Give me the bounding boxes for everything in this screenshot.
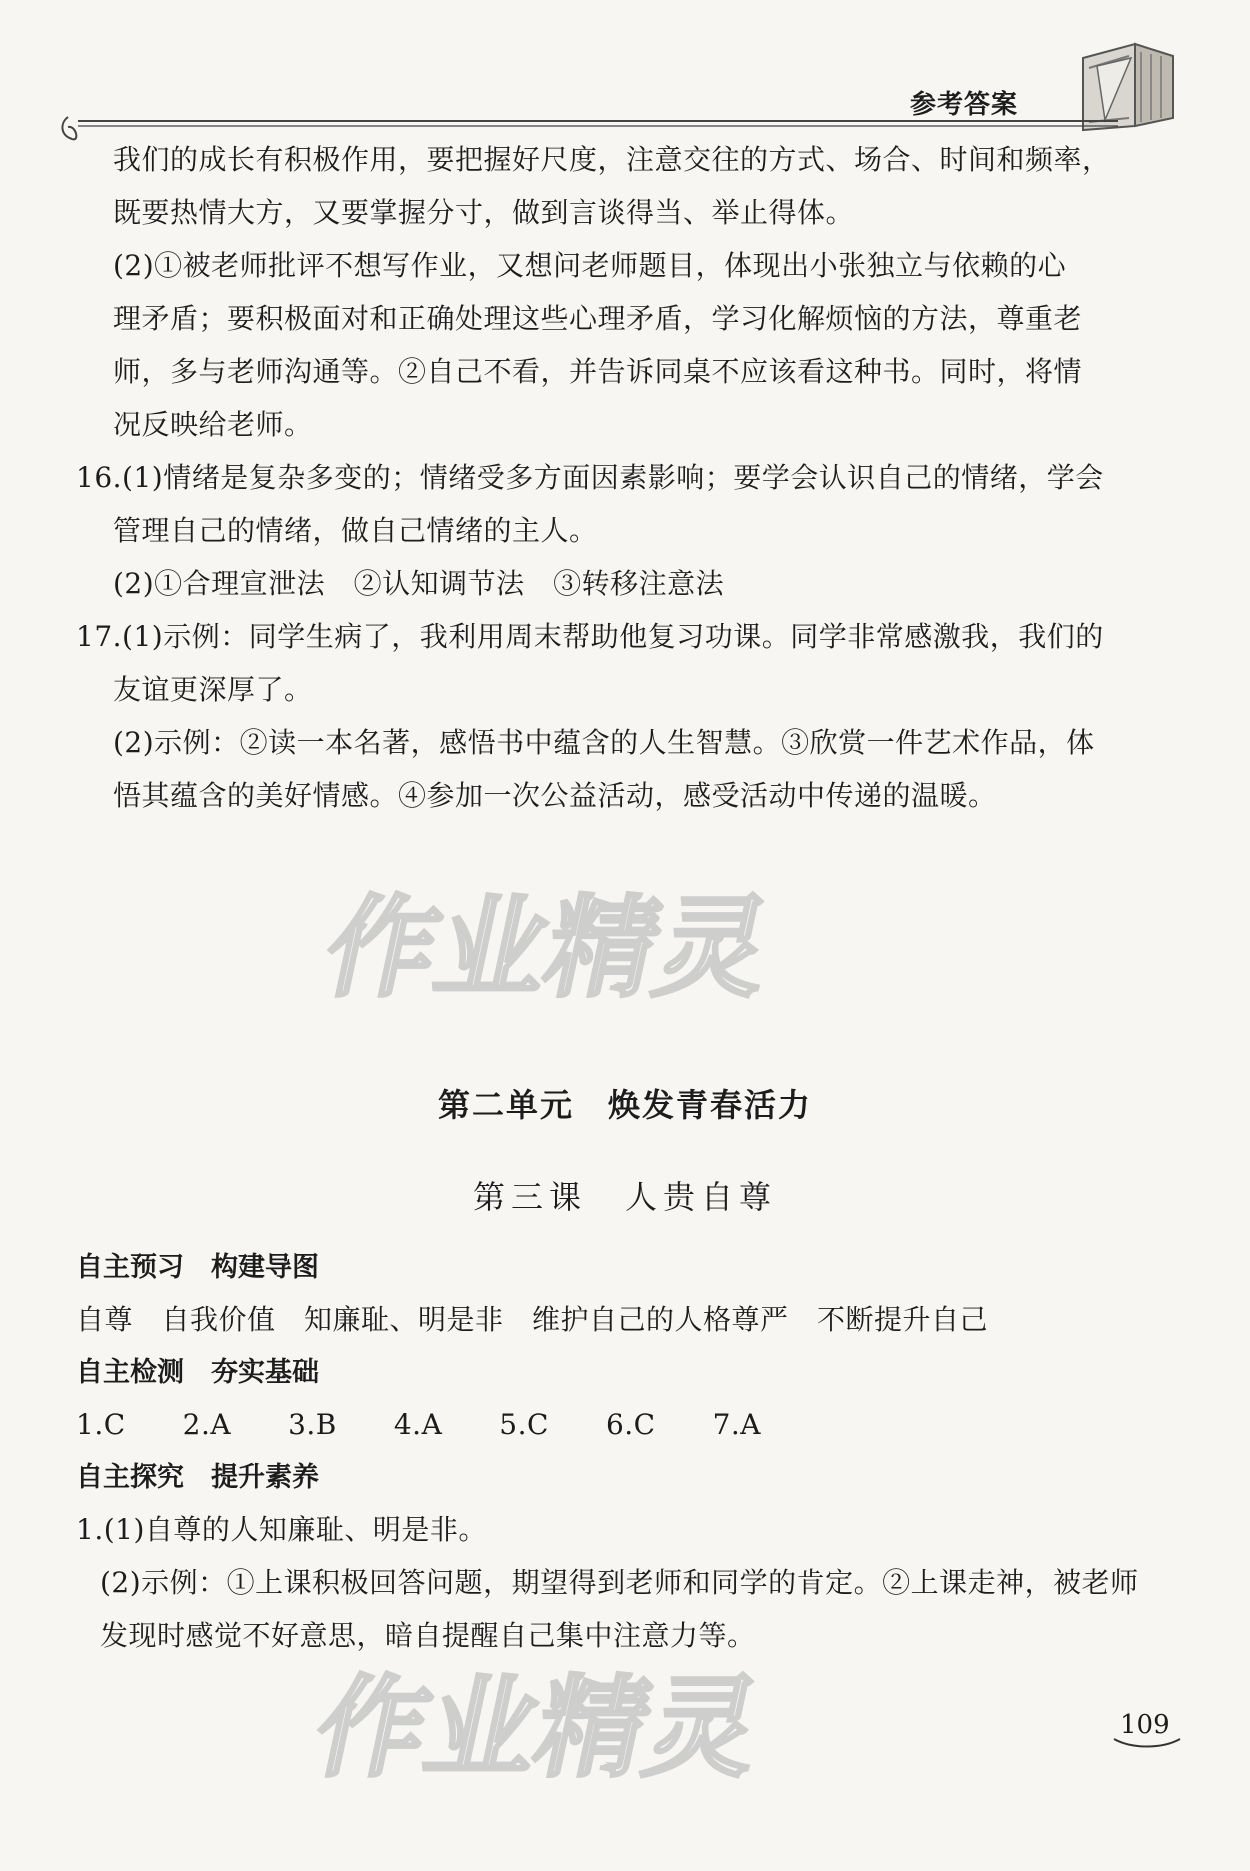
lesson-title: 第三课 人贵自尊 [472,1178,777,1216]
watermark: 作业精灵 [314,884,782,1012]
header-title: 参考答案 [910,90,1019,120]
text-line: 我们的成长有积极作用，要把握好尺度，注意交往的方式、场合、时间和频率， [113,143,1111,176]
text-line: (2)示例：②读一本名著，感悟书中蕴含的人生智慧。③欣赏一件艺术作品，体 [113,726,1095,759]
section-heading-preview: 自主预习 构建导图 [76,1252,319,1283]
text-line: 17.(1)示例：同学生病了，我利用周末帮助他复习功课。同学非常感激我，我们的 [76,620,1104,653]
text-line: (2)示例：①上课积极回答问题，期望得到老师和同学的肯定。②上课走神，被老师 [100,1566,1139,1599]
text-line: 理矛盾；要积极面对和正确处理这些心理矛盾，学习化解烦恼的方法，尊重老 [113,302,1083,335]
watermark: 作业精灵 [304,1664,772,1792]
text-line: 1.(1)自尊的人知廉耻、明是非。 [76,1513,487,1546]
page-number-swoosh [1112,1735,1182,1749]
text-line: (2)①合理宣泄法 ②认知调节法 ③转移注意法 [113,567,725,600]
section-heading-test: 自主检测 夯实基础 [76,1357,319,1388]
test-answers: 1.C 2.A 3.B 4.A 5.C 6.C 7.A [76,1408,762,1441]
text-line: 师，多与老师沟通等。②自己不看，并告诉同桌不应该看这种书。同时，将情 [113,355,1083,388]
text-line: 友谊更深厚了。 [113,673,313,706]
page-number: 109 [1120,1710,1170,1740]
text-line: 管理自己的情绪，做自己情绪的主人。 [113,514,598,547]
text-line: 况反映给老师。 [113,408,313,441]
text-line: 悟其蕴含的美好情感。④参加一次公益活动，感受活动中传递的温暖。 [113,779,997,812]
section-heading-explore: 自主探究 提升素养 [76,1462,319,1493]
text-line: 16.(1)情绪是复杂多变的；情绪受多方面因素影响；要学会认识自己的情绪，学会 [76,461,1104,494]
preview-answers: 自尊 自我价值 知廉耻、明是非 维护自己的人格尊严 不断提升自己 [76,1303,989,1336]
text-line: 发现时感觉不好意思，暗自提醒自己集中注意力等。 [100,1619,756,1652]
unit-title: 第二单元 焕发青春活力 [437,1086,812,1124]
text-line: (2)①被老师批评不想写作业，又想问老师题目，体现出小张独立与依赖的心 [113,249,1067,282]
text-line: 既要热情大方，又要掌握分寸，做到言谈得当、举止得体。 [113,196,855,229]
